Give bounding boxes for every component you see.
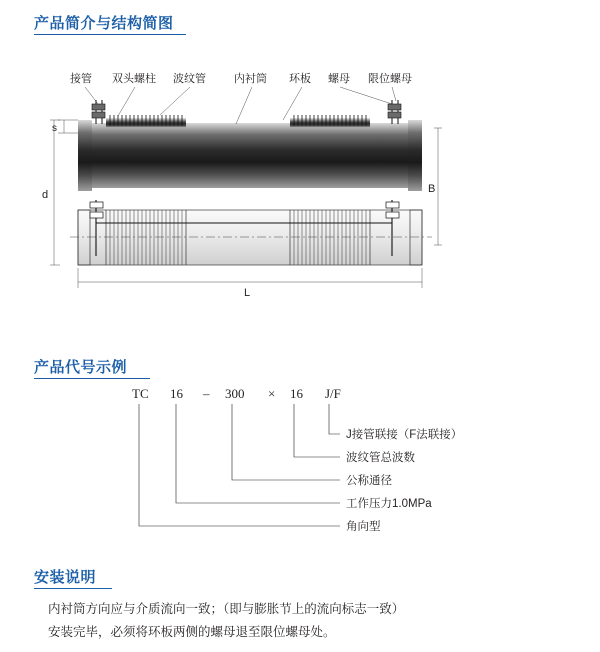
callout-label-0: 接管 [70,73,92,85]
dimension-label-L: L [244,287,251,299]
code-part-6: J/F [325,386,341,401]
product-code-diagram [40,382,560,542]
code-description-3: 工作压力1.0MPa [346,498,432,510]
code-part-2: – [203,386,210,401]
dimension-label-s: s [52,123,57,134]
code-part-0: TC [132,386,149,401]
install-note-0: 内衬筒方向应与介质流向一致；（即与膨胀节上的流向标志一致） [48,602,405,616]
structural-diagram [40,60,560,300]
code-description-4: 角向型 [346,521,381,533]
callout-label-4: 环板 [289,73,311,85]
section-title-install-rule [34,588,112,589]
code-part-4: × [268,386,276,401]
callout-label-3: 内衬筒 [234,73,267,85]
install-note-1: 安装完毕，必须将环板两侧的螺母退至限位螺母处。 [48,625,336,639]
code-description-0: J接管联接（F法联接） [346,429,463,441]
callout-label-6: 限位螺母 [368,73,412,85]
callout-label-5: 螺母 [328,73,350,85]
code-part-5: 16 [290,386,303,401]
section-title-install: 安装说明 [34,569,97,586]
dimension-label-d: d [42,189,49,201]
section-title-code-rule [34,378,150,379]
callout-label-2: 波纹管 [173,73,206,85]
code-description-1: 波纹管总波数 [346,452,415,464]
code-part-1: 16 [170,386,183,401]
install-notes [48,600,568,646]
callout-label-1: 双头螺柱 [112,73,156,85]
section-title-code: 产品代号示例 [34,359,128,376]
code-description-2: 公称通径 [346,475,392,487]
section-title-intro-rule [34,34,186,35]
code-part-3: 300 [225,386,245,401]
section-title-intro: 产品简介与结构简图 [34,15,174,32]
dimension-label-B: B [428,183,436,195]
